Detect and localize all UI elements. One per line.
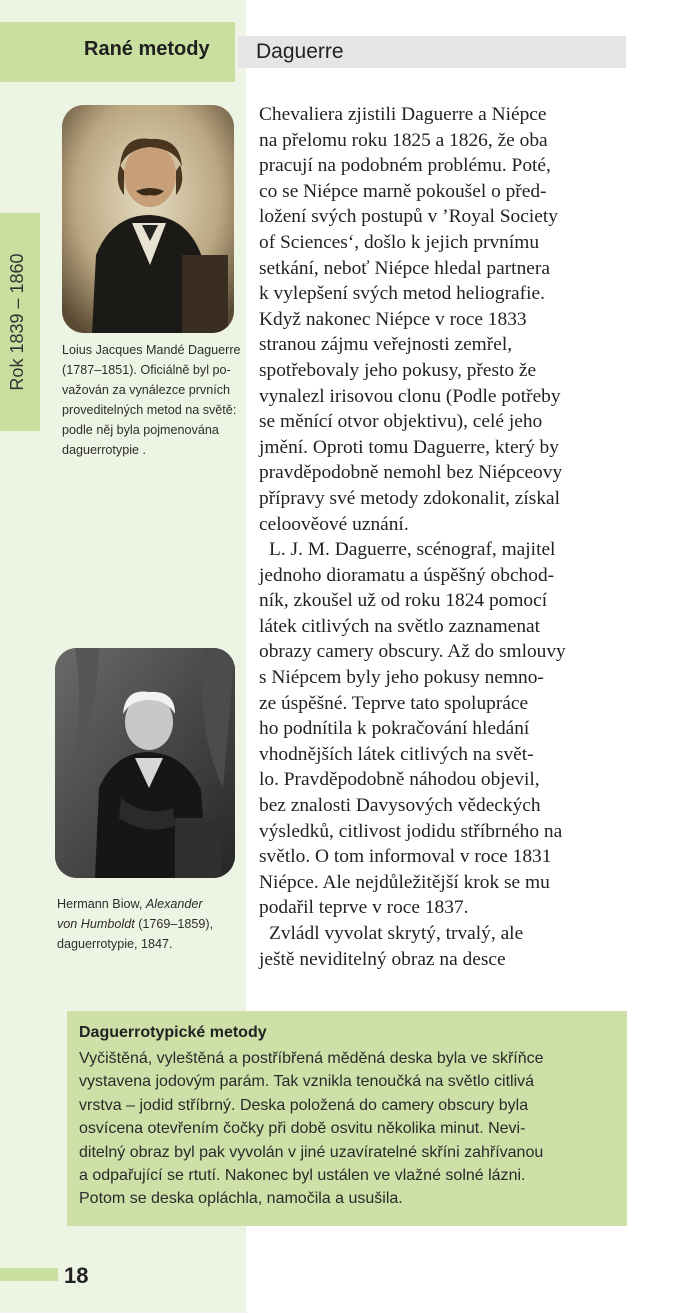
page-number: 18 bbox=[64, 1263, 89, 1288]
humboldt-caption bbox=[57, 894, 237, 954]
page-title: Daguerre bbox=[256, 40, 344, 63]
paragraph-2: L. J. M. Daguerre, scénograf, majitel jednoho dioramatu a úspěšný obchod- ník, zkoušel už od roku 1824 pomocí látek citlivých na světlo zaznamenat obrazy camery obscury. Až do smlouvy s Niépcem byly jeho pokusy nemno- ze úspěšné. Teprve tato spolupráce ho podnítila k pokračování hledání vhodnějších látek citlivých na svět- lo. Pravděpodobně náhodou objevil, bez znalosti Davysových vědeckých výsledků, citlivost jodidu stříbrného na světlo. O tom informoval v roce 1831 Niépce. Ale nejdůležitější krok se mu podařil teprve v roce 1837. bbox=[259, 539, 566, 919]
humboldt-portrait-photo bbox=[55, 648, 235, 878]
page-number-strip bbox=[0, 1268, 58, 1281]
daguerre-caption bbox=[62, 340, 242, 460]
section-title: Rané metody bbox=[84, 38, 210, 60]
info-box-title: Daguerrotypické metody bbox=[79, 1024, 267, 1041]
info-box-text: Vyčištěná, vyleštěná a postříbřená měděná deska byla ve skříňce vystavena jodovým parám. Tak vznikla tenoučká na světlo citlivá vrstva – jodid stříbrný. Deska položená do camery obscury byla osvícena otevřením čočky při době osvitu několika minut. Nevi- ditelný obraz byl pak vyvolán v jiné uzavíratelné skříni zahřívanou a odpařující se rtutí. Nakonec byl ustálen ve vlažné solné lázni. Potom se deska opláchla, namočila a usušila. bbox=[79, 1050, 544, 1208]
main-article-text bbox=[259, 102, 679, 972]
humboldt-caption-author: Hermann Biow, bbox=[57, 897, 146, 911]
daguerre-caption-text: Loius Jacques Mandé Daguerre (1787–1851). Oficiálně byl po- važován za vynálezce prvních proveditelných metod na světě: podle něj byla pojmenována daguerrotypie . bbox=[62, 343, 241, 457]
paragraph-1: Chevaliera zjistili Daguerre a Niépce na přelomu roku 1825 a 1826, že oba pracují na podobném problému. Poté, co se Niépce marně pokoušel o před- ložení svých postupů v ’Royal Society of Sciences‘, došlo k jejich prvnímu setkání, neboť Niépce hledal partnera k vylepšení svých metod heliografie. Když nakonec Niépce v roce 1833 stranou zájmu veřejnosti zemřel, spotřebovaly jeho pokusy, přesto že vynalezl irisovou clonu (Podle potřeby se měnící otvor objektivu), celé jeho jmění. Oproti tomu Daguerre, který by pravděpodobně nemohl bez Niépceovy přípravy své metody zdokonalit, získal celoověové uznání. bbox=[259, 104, 563, 535]
humboldt-caption-rest: (1769–1859), daguerrotypie, 1847. bbox=[57, 917, 214, 951]
daguerre-portrait-photo bbox=[62, 105, 234, 333]
side-year-label: Rok 1839 – 1860 bbox=[7, 253, 27, 391]
humboldt-caption-text bbox=[57, 894, 237, 954]
paragraph-3: Zvládl vyvolat skrytý, trvalý, ale ještě neviditelný obraz na desce bbox=[259, 923, 524, 970]
humboldt-caption-title: Alexander von Humboldt bbox=[57, 897, 203, 931]
